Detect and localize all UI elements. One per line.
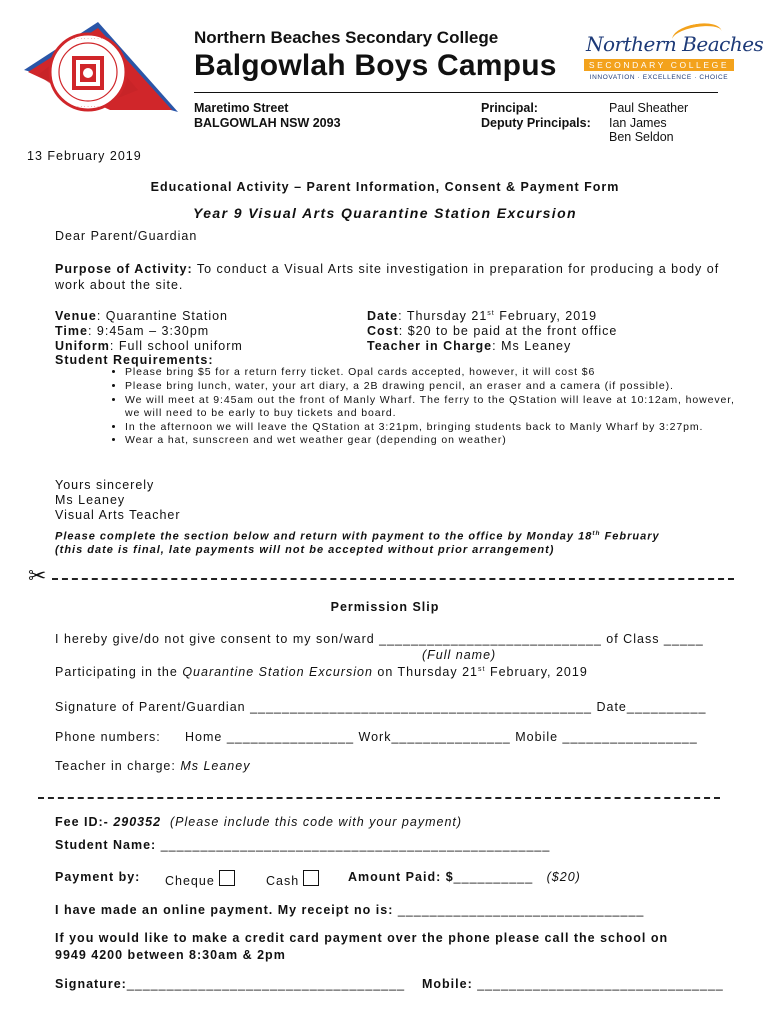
date-value-post: February, 2019: [494, 309, 598, 323]
participating-sup: st: [478, 665, 486, 673]
teacher-line: [367, 339, 571, 353]
deputy-name-2: Ben Seldon: [609, 130, 674, 144]
address-line1: Maretimo Street: [194, 101, 289, 115]
salutation: Dear Parent/Guardian: [55, 229, 198, 243]
teacher-in-charge-name: Ms Leaney: [180, 759, 251, 773]
requirement-item: • Please bring lunch, water, your art diary, a 2B drawing pencil, an eraser and a camera (if possible).: [125, 380, 740, 393]
phone-label: Phone numbers:: [55, 730, 161, 744]
cheque-label: Cheque: [165, 874, 215, 888]
consent-line: [55, 632, 704, 646]
logo-script-text: Northern Beaches: [586, 32, 764, 56]
cut-line: [52, 578, 734, 580]
final-mobile-label: Mobile:: [422, 977, 478, 991]
signoff-title: Visual Arts Teacher: [55, 508, 181, 522]
final-signature-label: Signature:: [55, 977, 127, 991]
principal-name: Paul Sheather: [609, 101, 689, 115]
cash-checkbox[interactable]: [303, 870, 319, 886]
fee-note: (Please include this code with your payment): [169, 815, 463, 829]
uniform-value: : Full school uniform: [109, 339, 243, 353]
cheque-option[interactable]: [165, 870, 235, 888]
student-name-blank[interactable]: _________________________________________________: [160, 838, 551, 852]
requirements-list: [105, 366, 740, 448]
student-name-line: [55, 838, 550, 852]
receipt-number-blank[interactable]: _______________________________: [397, 903, 645, 917]
principal-label: Principal:: [481, 101, 538, 115]
home-label: Home: [185, 730, 223, 744]
form-title: Educational Activity – Parent Information, Consent & Payment Form: [150, 180, 620, 194]
final-mobile-line: [422, 977, 724, 991]
uniform-label: Uniform: [55, 339, 110, 353]
date-label: Date: [367, 309, 399, 323]
address-line2: BALGOWLAH NSW 2093: [194, 116, 341, 130]
cash-option[interactable]: [266, 870, 319, 888]
participating-line: [55, 665, 588, 679]
scissors-icon: ✂: [28, 563, 47, 588]
return-note-post: February: [600, 530, 660, 543]
cash-label: Cash: [266, 874, 300, 888]
work-phone-blank[interactable]: _______________: [391, 730, 511, 744]
teacher-label: Teacher in Charge: [367, 339, 493, 353]
deputy-name-1: Ian James: [609, 116, 667, 130]
purpose-label: Purpose of Activity:: [55, 262, 193, 276]
purpose-text: To conduct a Visual Arts site investigation in preparation for producing a body of work about the site.: [55, 262, 720, 292]
amount-paid-line: [348, 870, 581, 884]
online-payment-line: [55, 903, 644, 917]
fee-line: [55, 815, 462, 829]
uniform-line: [55, 339, 243, 353]
cost-line: [367, 324, 617, 338]
signoff-name: Ms Leaney: [55, 493, 126, 507]
signature-line[interactable]: Signature of Parent/Guardian ___________________________________________ Date__________: [55, 700, 707, 714]
cost-label: Cost: [367, 324, 399, 338]
return-note-sup: th: [592, 530, 601, 537]
participating-pre: Participating in the: [55, 665, 183, 679]
fee-label: Fee ID:-: [55, 815, 114, 829]
svg-text:· · · · · · · · ·: · · · · · · · · ·: [73, 104, 103, 110]
college-name: Northern Beaches Secondary College: [194, 28, 499, 47]
return-note-pre: Please complete the section below and return with payment to the office by Monday 18: [55, 530, 593, 543]
purpose-paragraph: [55, 262, 725, 293]
header-rule: [194, 92, 718, 93]
logo-banner: SECONDARY COLLEGE: [584, 59, 734, 71]
slip-title: Permission Slip: [330, 600, 440, 614]
closing: Yours sincerely: [55, 478, 155, 492]
amount-blank[interactable]: __________: [453, 870, 534, 884]
school-crest-logo: [18, 20, 180, 116]
teacher-in-charge-label: Teacher in charge:: [55, 759, 181, 773]
return-note-line2: (this date is final, late payments will not be accepted without prior arrangement): [55, 544, 555, 556]
consent-name-blank[interactable]: ____________________________: [379, 632, 602, 646]
date-value-sup: st: [487, 309, 495, 317]
svg-text:· · · · · · · · ·: · · · · · · · · ·: [73, 36, 103, 42]
requirements-label: Student Requirements:: [55, 353, 214, 367]
venue-line: [55, 309, 228, 323]
teacher-value: : Ms Leaney: [492, 339, 572, 353]
school-crest-icon: [18, 20, 180, 116]
return-note-line1: [55, 530, 660, 543]
excursion-title: Year 9 Visual Arts Quarantine Station Excursion: [192, 205, 577, 221]
credit-card-line2: 9949 4200 between 8:30am & 2pm: [55, 948, 286, 962]
cheque-checkbox[interactable]: [219, 870, 235, 886]
work-label: Work: [358, 730, 392, 744]
participating-post: February, 2019: [485, 665, 588, 679]
mobile-label: Mobile: [510, 730, 563, 744]
fullname-caption: (Full name): [422, 648, 497, 662]
consent-text: I hereby give/do not give consent to my son/ward: [55, 632, 380, 646]
student-name-label: Student Name:: [55, 838, 161, 852]
home-phone-blank[interactable]: ________________: [222, 730, 359, 744]
class-label: of Class _____: [601, 632, 704, 646]
requirement-item: • Wear a hat, sunscreen and wet weather gear (depending on weather): [125, 434, 740, 447]
participating-mid: on Thursday 21: [372, 665, 479, 679]
cost-value: : $20 to be paid at the front office: [398, 324, 618, 338]
amount-note: ($20): [546, 870, 581, 884]
deputy-label: Deputy Principals:: [481, 116, 591, 130]
participating-excursion: Quarantine Station Excursion: [182, 665, 373, 679]
northern-beaches-logo: [584, 24, 764, 88]
logo-tagline: INNOVATION · EXCELLENCE · CHOICE: [589, 74, 729, 81]
requirement-item: • In the afternoon we will leave the QStation at 3:21pm, bringing students back to Manly Wharf by 3:27pm.: [125, 421, 740, 434]
time-line: [55, 324, 209, 338]
amount-label: Amount Paid: $: [348, 870, 454, 884]
teacher-in-charge-line: [55, 759, 250, 773]
time-value: : 9:45am – 3:30pm: [87, 324, 210, 338]
venue-label: Venue: [55, 309, 97, 323]
slip-divider: [38, 797, 720, 799]
final-signature-blank[interactable]: ___________________________________: [126, 977, 406, 991]
credit-card-line1: If you would like to make a credit card payment over the phone please call the school on: [55, 931, 669, 945]
final-signature-line: [55, 977, 405, 991]
payment-by-label: Payment by:: [55, 870, 141, 884]
final-mobile-blank[interactable]: _______________________________: [477, 977, 724, 991]
venue-value: : Quarantine Station: [96, 309, 229, 323]
campus-name: Balgowlah Boys Campus: [194, 49, 557, 82]
date-line: [367, 309, 597, 323]
letter-date: 13 February 2019: [27, 149, 142, 163]
mobile-phone-blank[interactable]: _________________: [562, 730, 698, 744]
phone-fields: [185, 730, 698, 744]
time-label: Time: [55, 324, 88, 338]
fee-code: 290352: [113, 815, 162, 829]
requirement-item: • Please bring $5 for a return ferry ticket. Opal cards accepted, however, it will cost $6: [125, 366, 740, 379]
requirement-item: • We will meet at 9:45am out the front of Manly Wharf. The ferry to the QStation will leave at 10:12am, however, we will need to be early to buy tickets and board.: [125, 394, 740, 421]
date-value-pre: : Thursday 21: [398, 309, 488, 323]
online-payment-label: I have made an online payment. My receipt no is:: [55, 903, 398, 917]
